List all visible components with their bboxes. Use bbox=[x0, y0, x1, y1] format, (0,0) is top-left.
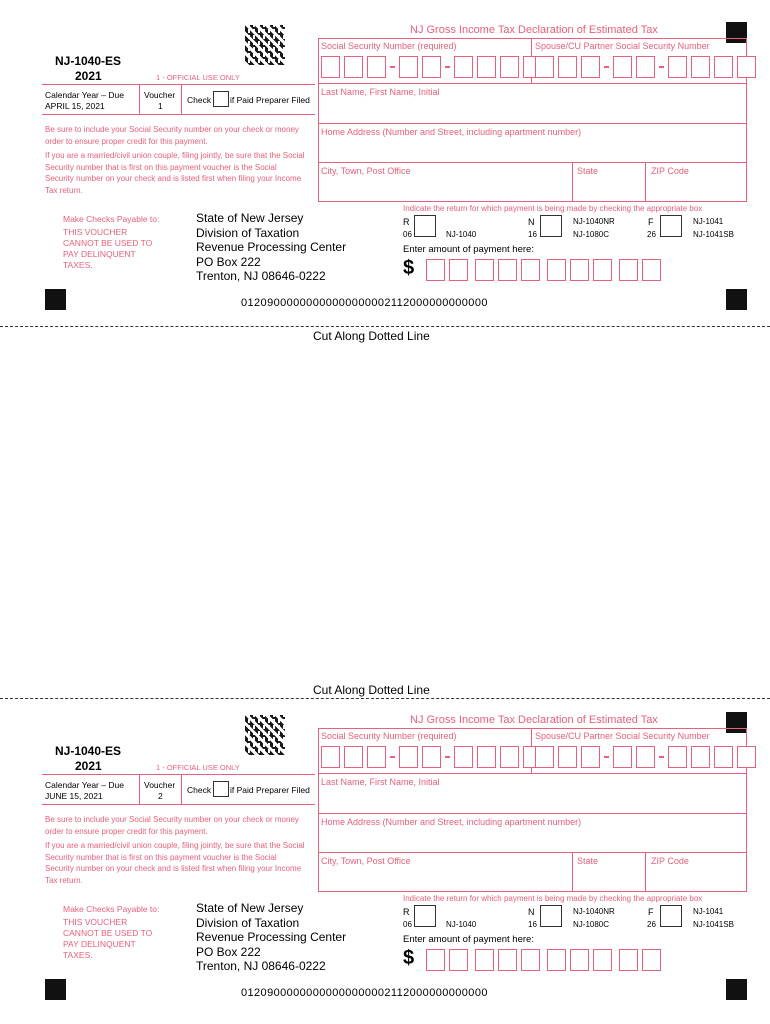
preparer-label: if Paid Preparer Filed bbox=[230, 785, 310, 795]
form-header: NJ Gross Income Tax Declaration of Estimated Tax bbox=[410, 24, 658, 36]
check-label: Check bbox=[187, 785, 212, 795]
corner-marker bbox=[45, 979, 66, 1000]
official-use-label: 1 - OFFICIAL USE ONLY bbox=[156, 73, 240, 82]
address-line-3: Revenue Processing Center bbox=[196, 240, 347, 254]
preparer-checkbox[interactable] bbox=[213, 781, 229, 797]
spouse-ssn-input[interactable] bbox=[535, 746, 760, 768]
form-header: NJ Gross Income Tax Declaration of Estimated Tax bbox=[410, 714, 658, 726]
indicate-label: Indicate the return for which payment is being made by checking the appropriate box bbox=[403, 204, 703, 213]
voucher-number: 2 bbox=[158, 791, 163, 801]
ret-f-code: 26 bbox=[647, 920, 656, 929]
delinquent-warning: THIS VOUCHER CANNOT BE USED TO PAY DELINQUENT TAXES. bbox=[63, 917, 153, 960]
scanline-number: 01209000000000000000002112000000000000 bbox=[241, 987, 488, 999]
ret-n-form2: NJ-1080C bbox=[573, 230, 610, 239]
due-date: APRIL 15, 2021 bbox=[45, 101, 105, 111]
ret-n-code: 16 bbox=[528, 920, 537, 929]
address-line-2: Division of Taxation bbox=[196, 915, 300, 930]
spouse-ssn-input[interactable] bbox=[535, 56, 760, 78]
amount-input[interactable] bbox=[426, 949, 665, 971]
ret-n-form1: NJ-1040NR bbox=[573, 907, 615, 916]
cut-text-top: Cut Along Dotted Line bbox=[313, 329, 430, 343]
dollar-sign: $ bbox=[403, 257, 415, 279]
ret-f-form1: NJ-1041 bbox=[693, 217, 724, 226]
due-date: JUNE 15, 2021 bbox=[45, 791, 103, 801]
check-label: Check bbox=[187, 95, 212, 105]
ret-r-code: 06 bbox=[403, 230, 412, 239]
due-divider-2 bbox=[181, 774, 182, 804]
calendar-label: Calendar Year – Due bbox=[45, 780, 124, 790]
scanline-number: 01209000000000000000002112000000000000 bbox=[241, 297, 488, 309]
joint-note: If you are a married/civil union couple, filing jointly, be sure that the Social Security number that is first on this payment voucher is the Social Security number on your check and is listed first when filing your Income Tax return. bbox=[45, 841, 305, 885]
delinquent-warning: THIS VOUCHER CANNOT BE USED TO PAY DELINQUENT TAXES. bbox=[63, 227, 153, 270]
zip-label[interactable]: ZIP Code bbox=[651, 856, 689, 866]
address-line-3: Revenue Processing Center bbox=[196, 930, 347, 944]
address-line-5: Trenton, NJ 08646-0222 bbox=[196, 269, 326, 283]
payable-label: Make Checks Payable to: bbox=[63, 214, 160, 224]
spouse-ssn-label: Spouse/CU Partner Social Security Number bbox=[535, 41, 710, 51]
ret-r-label: R bbox=[403, 217, 410, 227]
due-divider-1 bbox=[139, 84, 140, 114]
address-line-1: State of New Jersey bbox=[196, 211, 304, 225]
form-id: NJ-1040-ES bbox=[55, 744, 122, 758]
official-use-label: 1 - OFFICIAL USE ONLY bbox=[156, 763, 240, 772]
zip-label[interactable]: ZIP Code bbox=[651, 166, 689, 176]
preparer-checkbox[interactable] bbox=[213, 91, 229, 107]
amount-label: Enter amount of payment here: bbox=[403, 934, 534, 945]
address-line-4: PO Box 222 bbox=[196, 944, 261, 959]
indicate-label: Indicate the return for which payment is being made by checking the appropriate box bbox=[403, 894, 703, 903]
voucher-2 bbox=[0, 690, 770, 1020]
name-label: Last Name, First Name, Initial bbox=[321, 87, 440, 97]
ret-f-label: F bbox=[648, 217, 654, 227]
amount-label: Enter amount of payment here: bbox=[403, 244, 534, 255]
ret-f-form1: NJ-1041 bbox=[693, 907, 724, 916]
ret-n-form2: NJ-1080C bbox=[573, 920, 610, 929]
ret-n-label: N bbox=[528, 217, 535, 227]
qr-code bbox=[245, 25, 285, 65]
ret-f-form2: NJ-1041SB bbox=[693, 920, 734, 929]
dollar-sign: $ bbox=[403, 947, 415, 969]
form-id: NJ-1040-ES bbox=[55, 54, 122, 68]
ret-n-checkbox[interactable] bbox=[540, 215, 562, 237]
ret-r-checkbox[interactable] bbox=[414, 215, 436, 237]
voucher-1 bbox=[0, 0, 770, 330]
spouse-ssn-label: Spouse/CU Partner Social Security Number bbox=[535, 731, 710, 741]
ret-n-label: N bbox=[528, 907, 535, 917]
voucher-label: Voucher bbox=[144, 90, 176, 100]
form-year: 2021 bbox=[75, 759, 102, 773]
ret-f-label: F bbox=[648, 907, 654, 917]
ret-r-code: 06 bbox=[403, 920, 412, 929]
ssn-label: Social Security Number (required) bbox=[321, 731, 457, 741]
mailing-address bbox=[196, 901, 346, 974]
amount-input[interactable] bbox=[426, 259, 665, 281]
ret-f-checkbox[interactable] bbox=[660, 215, 682, 237]
ret-f-form2: NJ-1041SB bbox=[693, 230, 734, 239]
corner-marker bbox=[726, 979, 747, 1000]
ret-r-form: NJ-1040 bbox=[446, 230, 477, 239]
city-divider bbox=[572, 852, 573, 892]
payable-label: Make Checks Payable to: bbox=[63, 904, 160, 914]
preparer-label: if Paid Preparer Filed bbox=[230, 95, 310, 105]
due-divider-2 bbox=[181, 84, 182, 114]
address-line-5: Trenton, NJ 08646-0222 bbox=[196, 959, 326, 973]
corner-marker bbox=[726, 289, 747, 310]
ret-n-checkbox[interactable] bbox=[540, 905, 562, 927]
city-divider bbox=[572, 162, 573, 202]
ssn-input[interactable] bbox=[321, 56, 546, 78]
joint-note: If you are a married/civil union couple, filing jointly, be sure that the Social Security number that is first on this payment voucher is the Social Security number on your check and is listed first when filing your Income Tax return. bbox=[45, 151, 305, 195]
address-line-4: PO Box 222 bbox=[196, 254, 261, 269]
ssn-note: Be sure to include your Social Security number on your check or money order to ensure proper credit for this payment. bbox=[45, 815, 299, 836]
address-line-1: State of New Jersey bbox=[196, 901, 304, 915]
ssn-input[interactable] bbox=[321, 746, 546, 768]
ssn-note: Be sure to include your Social Security number on your check or money order to ensure proper credit for this payment. bbox=[45, 125, 299, 146]
calendar-label: Calendar Year – Due bbox=[45, 90, 124, 100]
ret-r-form: NJ-1040 bbox=[446, 920, 477, 929]
corner-marker bbox=[45, 289, 66, 310]
form-year: 2021 bbox=[75, 69, 102, 83]
cut-text-bottom: Cut Along Dotted Line bbox=[313, 683, 430, 697]
mailing-address bbox=[196, 211, 346, 284]
city-label[interactable]: City, Town, Post Office bbox=[321, 166, 411, 176]
state-label[interactable]: State bbox=[577, 166, 599, 176]
ret-n-form1: NJ-1040NR bbox=[573, 217, 615, 226]
qr-code bbox=[245, 715, 285, 755]
ret-r-label: R bbox=[403, 907, 410, 917]
city-label[interactable]: City, Town, Post Office bbox=[321, 856, 411, 866]
address-label: Home Address (Number and Street, including apartment number) bbox=[321, 817, 582, 827]
ret-f-code: 26 bbox=[647, 230, 656, 239]
name-label: Last Name, First Name, Initial bbox=[321, 777, 440, 787]
address-label: Home Address (Number and Street, including apartment number) bbox=[321, 127, 582, 137]
due-divider-1 bbox=[139, 774, 140, 804]
ret-r-checkbox[interactable] bbox=[414, 905, 436, 927]
cut-line-top bbox=[0, 326, 770, 327]
ret-f-checkbox[interactable] bbox=[660, 905, 682, 927]
state-divider bbox=[645, 162, 646, 202]
voucher-number: 1 bbox=[158, 101, 163, 111]
address-line-2: Division of Taxation bbox=[196, 225, 300, 240]
state-divider bbox=[645, 852, 646, 892]
ssn-label: Social Security Number (required) bbox=[321, 41, 457, 51]
ret-n-code: 16 bbox=[528, 230, 537, 239]
voucher-label: Voucher bbox=[144, 780, 176, 790]
state-label[interactable]: State bbox=[577, 856, 599, 866]
